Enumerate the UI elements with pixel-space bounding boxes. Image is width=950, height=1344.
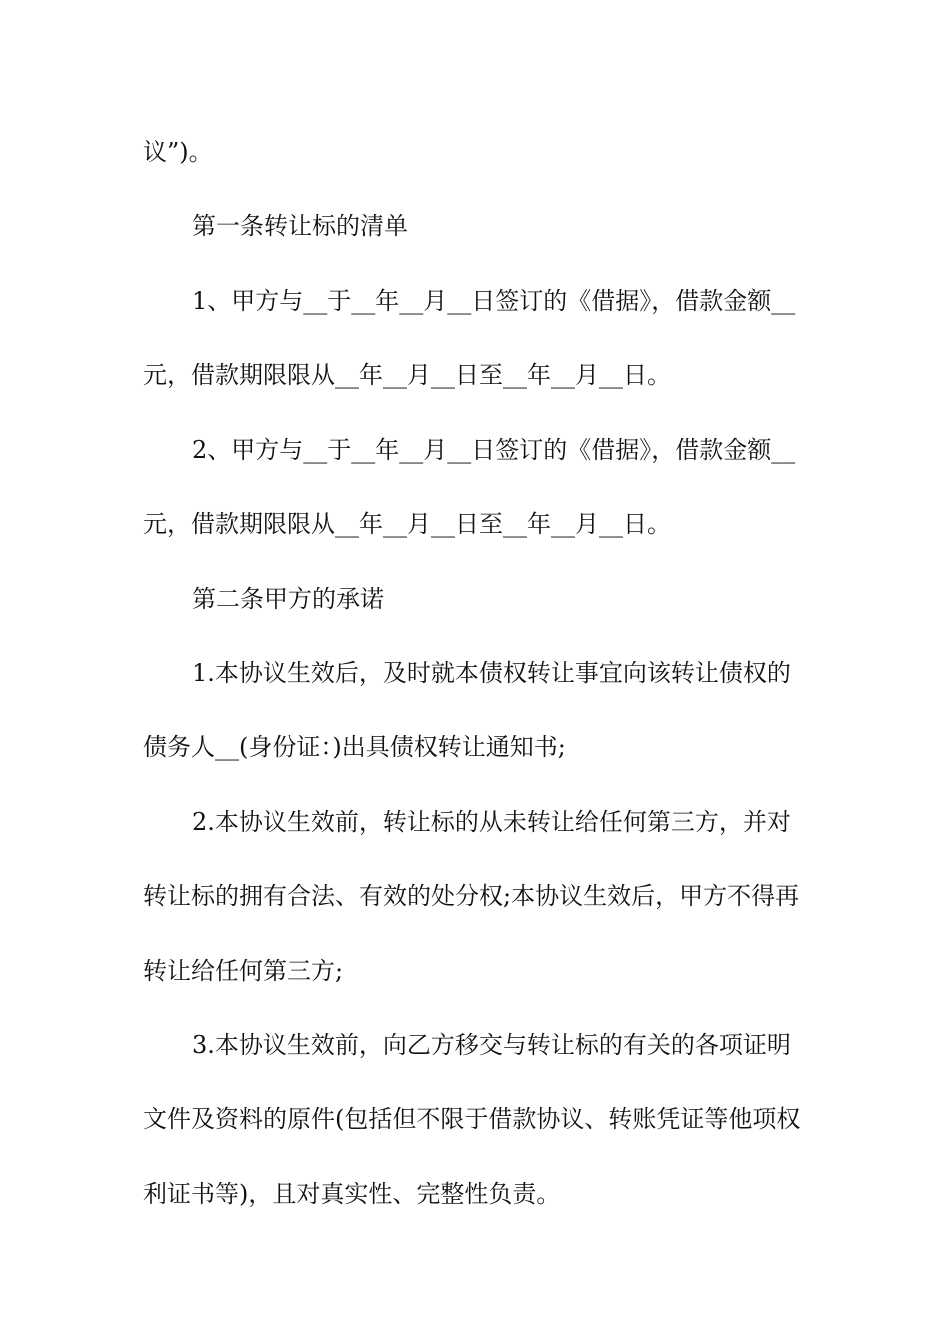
text-line: 1.本协议生效后，及时就本债权转让事宜向该转让债权的 bbox=[192, 659, 791, 687]
text-line: 1、甲方与__于__年__月__日签订的《借据》，借款金额__ bbox=[192, 287, 796, 315]
text-line: 利证书等)，且对真实性、完整性负责。 bbox=[143, 1180, 561, 1208]
text-line: 2、甲方与__于__年__月__日签订的《借据》，借款金额__ bbox=[192, 436, 796, 464]
text-line: 元，借款期限限从__年__月__日至__年__月__日。 bbox=[143, 510, 671, 538]
section-heading: 第二条甲方的承诺 bbox=[192, 585, 384, 613]
text-line: 转让给任何第三方; bbox=[143, 957, 344, 985]
section-heading: 第一条转让标的清单 bbox=[192, 212, 408, 240]
text-line: 元，借款期限限从__年__月__日至__年__月__日。 bbox=[143, 361, 671, 389]
text-line: 文件及资料的原件(包括但不限于借款协议、转账凭证等他项权 bbox=[143, 1105, 801, 1133]
text-line: 3.本协议生效前，向乙方移交与转让标的有关的各项证明 bbox=[192, 1031, 791, 1059]
text-line: 2.本协议生效前，转让标的从未转让给任何第三方，并对 bbox=[192, 808, 791, 836]
text-line: 议”)。 bbox=[143, 138, 213, 166]
text-line: 债务人__(身份证：)出具债权转让通知书; bbox=[143, 733, 566, 761]
text-line: 转让标的拥有合法、有效的处分权;本协议生效后，甲方不得再 bbox=[143, 882, 800, 910]
